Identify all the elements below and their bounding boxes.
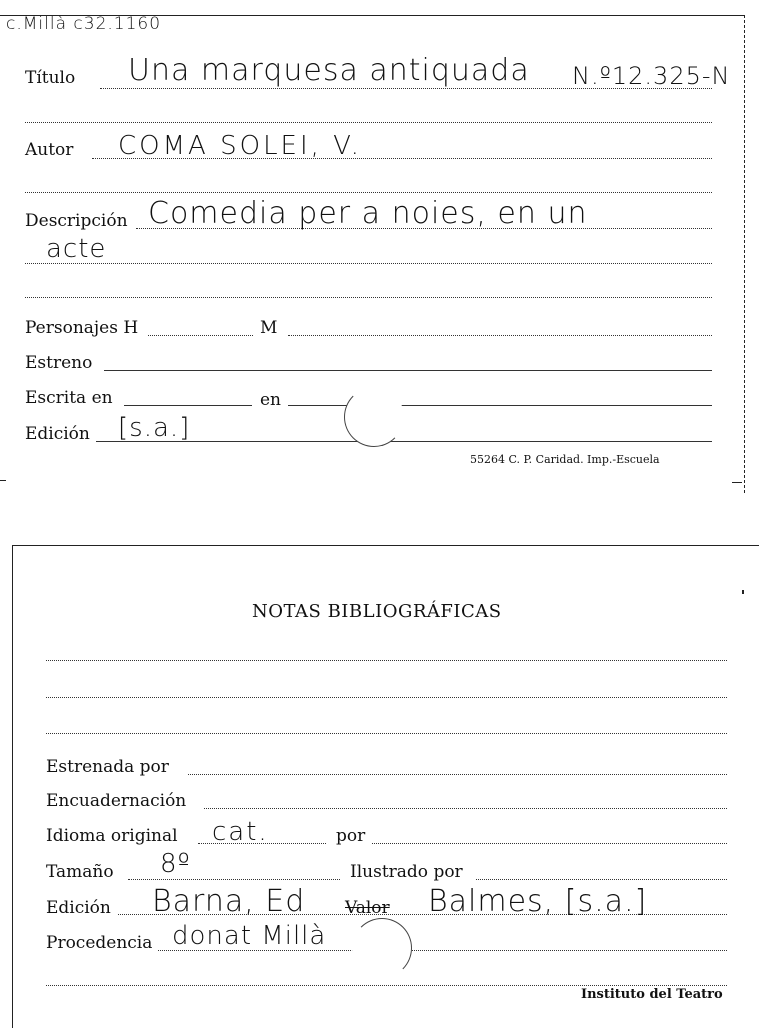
escrita-line <box>124 405 252 406</box>
ilustrado-label: Ilustrado por <box>350 862 463 882</box>
estreno-label: Estreno <box>25 353 93 373</box>
notas-line-3 <box>46 733 727 734</box>
descripcion-line-3 <box>25 297 712 298</box>
tamano-line <box>128 879 340 880</box>
printer-imprint: 55264 C. P. Caridad. Imp.-Escuela <box>470 453 660 466</box>
encuadernacion-line <box>204 808 727 809</box>
instituto-footer: Instituto del Teatro <box>581 987 723 1002</box>
notas-title: NOTAS BIBLIOGRÁFICAS <box>252 601 502 622</box>
descripcion-value-line2: acte <box>46 234 107 264</box>
scan-mark <box>0 480 6 481</box>
procedencia-label: Procedencia <box>46 933 153 953</box>
encuadernacion-label: Encuadernación <box>46 791 187 811</box>
edicion2-value-a: Barna, Ed <box>152 884 306 919</box>
autor-label: Autor <box>25 140 74 160</box>
idioma-label: Idioma original <box>46 826 178 846</box>
edicion2-value-b: Balmes, [s.a.] <box>428 884 648 919</box>
personajes-m-label: M <box>260 318 278 338</box>
autor-value: COMA SOLEI, V. <box>118 131 362 161</box>
estrenada-line <box>188 774 727 775</box>
autor-line-2 <box>25 192 712 193</box>
titulo-label: Título <box>25 68 76 88</box>
tamano-value: 8º <box>160 849 191 879</box>
procedencia-line-2 <box>46 985 727 986</box>
escrita-label: Escrita en <box>25 388 113 408</box>
procedencia-value: donat Millà <box>172 921 327 951</box>
punch-hole-circle-2 <box>352 918 412 978</box>
notas-line-1 <box>46 660 727 661</box>
descripcion-line-2 <box>25 263 712 264</box>
titulo-line-2 <box>25 122 712 123</box>
punch-hole-circle <box>344 387 404 447</box>
personajes-label: Personajes H <box>25 318 139 338</box>
personajes-m-line <box>288 335 712 336</box>
idioma-por-line <box>372 843 727 844</box>
estrenada-label: Estrenada por <box>46 757 169 777</box>
ilustrado-line <box>476 879 727 880</box>
idioma-value: cat. <box>212 817 269 847</box>
titulo-ref: N.º12.325-N <box>572 62 731 90</box>
edicion2-struck-word: Valor <box>345 898 390 918</box>
descripcion-label: Descripción <box>25 211 128 231</box>
edicion-label: Edición <box>25 424 90 444</box>
idioma-por-label: por <box>336 826 366 846</box>
escrita-en-label: en <box>260 390 282 410</box>
scan-mark <box>732 482 742 483</box>
tamano-label: Tamaño <box>46 862 114 882</box>
estreno-line <box>104 370 712 371</box>
edicion2-label: Edición <box>46 898 111 918</box>
personajes-h-line <box>148 335 253 336</box>
notas-line-2 <box>46 697 727 698</box>
descripcion-value-line1: Comedia per a noies, en un <box>148 196 588 231</box>
top-handwritten-note: c.Millà c32.1160 <box>6 14 162 34</box>
titulo-value: Una marquesa antiquada <box>128 53 530 88</box>
edicion-value: [s.a.] <box>118 413 191 443</box>
